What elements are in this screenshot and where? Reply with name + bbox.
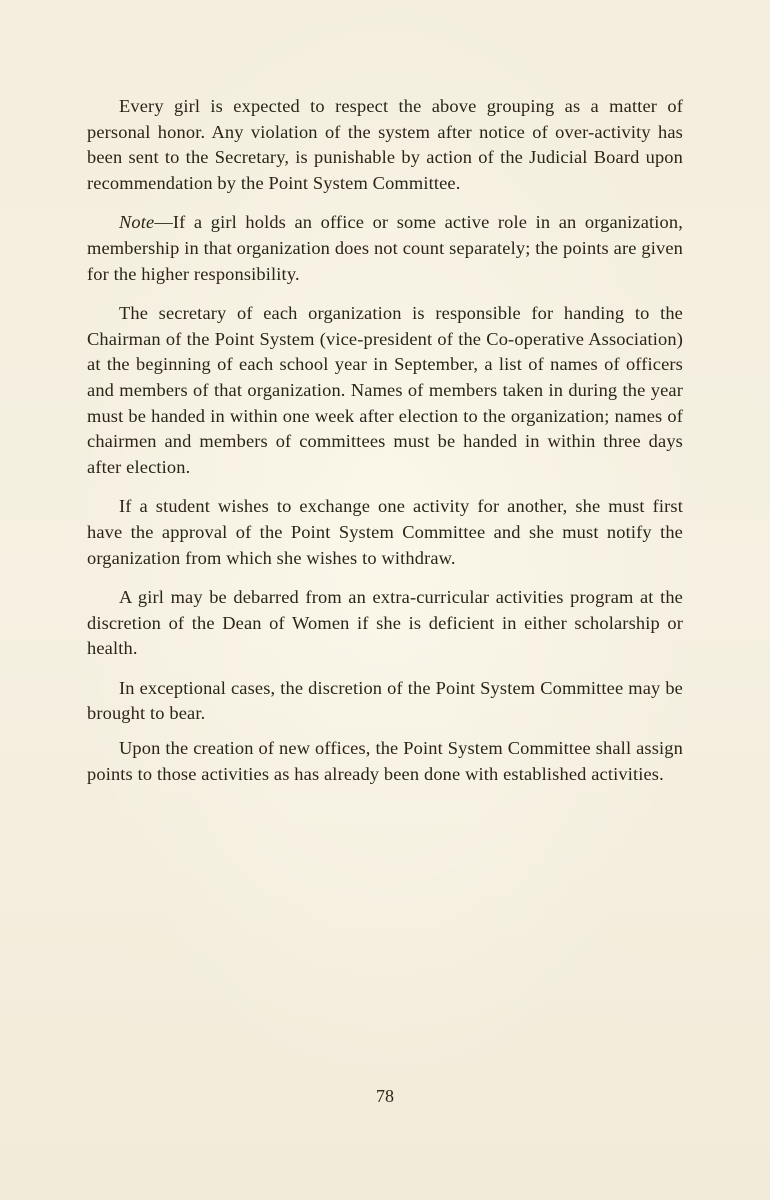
paragraph-exchange xyxy=(87,494,683,571)
paragraph-debarred xyxy=(87,585,683,662)
paragraph-honor xyxy=(87,94,683,196)
paragraph-text: Upon the creation of new offices, the Point System Committee shall assign points to those activities as has already been done with established activities. xyxy=(87,738,683,784)
paragraph-exceptional xyxy=(87,676,683,727)
paragraph-text: In exceptional cases, the discretion of the Point System Committee may be brought to bear. xyxy=(87,677,683,724)
paragraph-text: The secretary of each organization is responsible for handing to the Chairman of the Point System (vice-president of the Co-operative Association) at the beginning of each school year in September, a list of names of officers and members of that organization. Names of members taken in during the year must be handed in within one week after election to the organization; names of chairmen and members of committees must be handed in within three days after election. xyxy=(87,303,683,477)
paragraph-text: —If a girl holds an office or some active role in an organization, membership in that organization does not count separately; the points are given for the higher responsibility. xyxy=(87,212,683,284)
paragraph-text: Every girl is expected to respect the above grouping as a matter of personal honor. Any violation of the system after notice of over-activity has been sent to the Secretary, is punishable by action of the Judicial Board upon recommendation by the Point System Committee. xyxy=(87,96,683,193)
body-text xyxy=(87,94,683,801)
paragraph-note xyxy=(87,210,683,287)
paragraph-text: A girl may be debarred from an extra-curricular activities program at the discretion of the Dean of Women if she is deficient in either scholarship or health. xyxy=(87,587,683,659)
paragraph-text: If a student wishes to exchange one activity for another, she must first have the approval of the Point System Committee and she must notify the organization from which she wishes to withdraw. xyxy=(87,496,683,568)
paragraph-new-offices xyxy=(87,736,683,787)
paragraph-secretary xyxy=(87,301,683,480)
note-label: Note xyxy=(119,212,155,233)
page-number: 78 xyxy=(376,1086,394,1106)
